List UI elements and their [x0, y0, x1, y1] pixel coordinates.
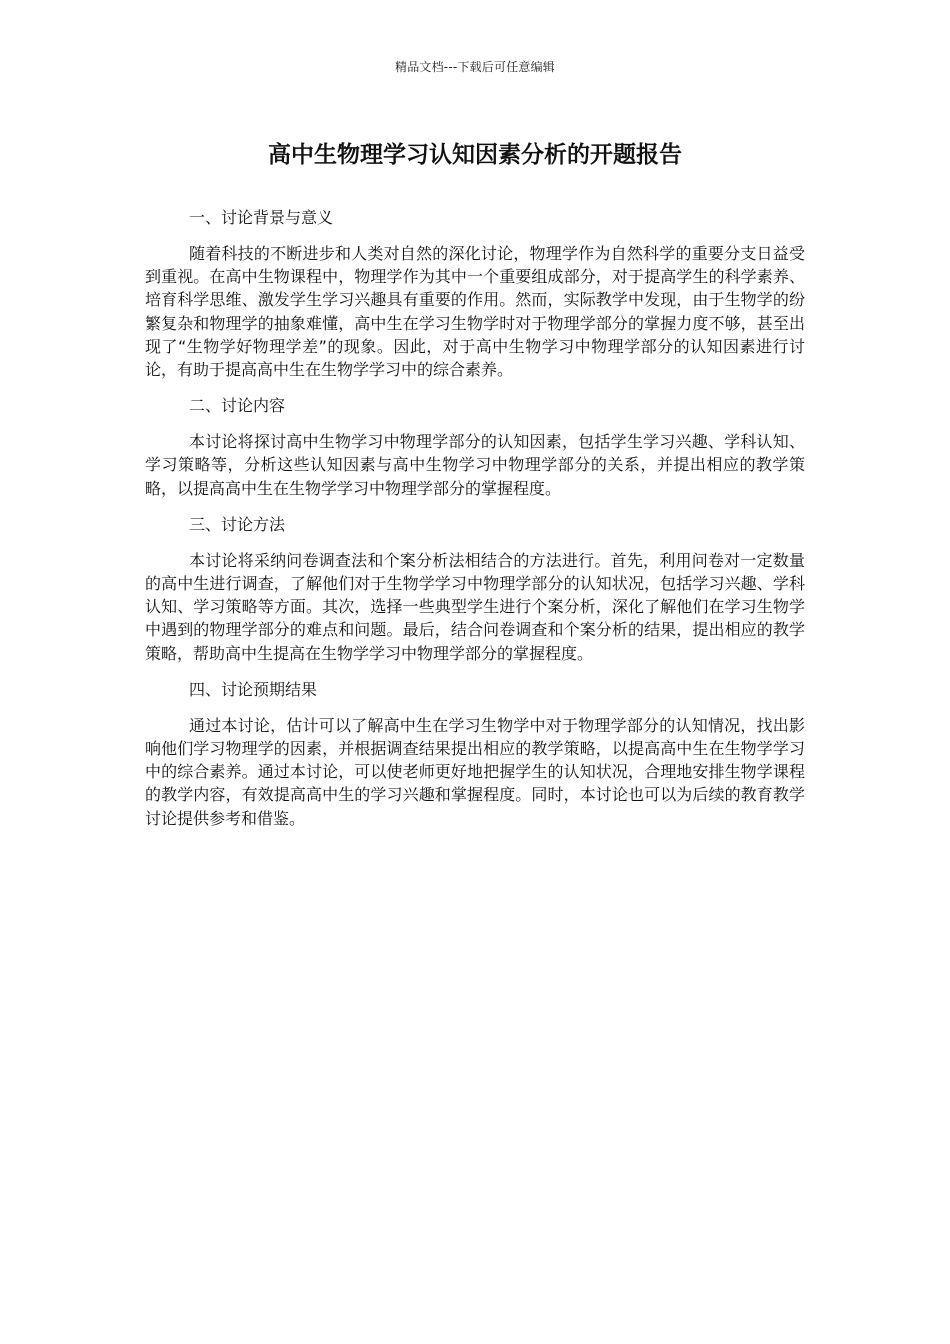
section-paragraph: 随着科技的不断进步和人类对自然的深化讨论，物理学作为自然科学的重要分支日益受到重视。在高中生物课程中，物理学作为其中一个重要组成部分，对于提高学生的科学素养、培育科学思维、激发学生学习兴趣具有重要的作用。然而，实际教学中发现，由于生物学的纷繁复杂和物理学的抽象难懂，高中生在学习生物学时对于物理学部分的掌握力度不够，甚至出现了“生物学好物理学差”的现象。因此，对于高中生物学习中物理学部分的认知因素进行讨论，有助于提高高中生在生物学学习中的综合素养。: [145, 244, 805, 380]
section-method: [145, 513, 805, 665]
section-heading: 二、讨论内容: [189, 396, 286, 416]
section-expected-results: [145, 678, 805, 830]
page-header: 精品文档---下载后可任意编辑: [395, 60, 555, 74]
section-paragraph: 本讨论将探讨高中生物学习中物理学部分的认知因素，包括学生学习兴趣、学科认知、学习策略等，分析这些认知因素与高中生物学习中物理学部分的关系，并提出相应的教学策略，以提高高中生在生物学学习中物理学部分的掌握程度。: [145, 432, 805, 498]
section-paragraph: 本讨论将采纳问卷调查法和个案分析法相结合的方法进行。首先，利用问卷对一定数量的高中生进行调查，了解他们对于生物学学习中物理学部分的认知状况，包括学习兴趣、学科认知、学习策略等方面。其次，选择一些典型学生进行个案分析，深化了解他们在学习生物学中遇到的物理学部分的难点和问题。最后，结合问卷调查和个案分析的结果，提出相应的教学策略，帮助高中生提高在生物学学习中物理学部分的掌握程度。: [145, 550, 805, 663]
section-heading: 一、讨论背景与意义: [189, 208, 334, 227]
section-paragraph: 通过本讨论，估计可以了解高中生在学习生物学中对于物理学部分的认知情况，找出影响他们学习物理学的因素，并根据调查结果提出相应的教学策略，以提高高中生在生物学学习中的综合素养。通过本讨论，可以使老师更好地把握学生的认知状况，合理地安排生物学课程的教学内容，有效提高高中生的学习兴趣和掌握程度。同时，本讨论也可以为后续的教育教学讨论提供参考和借鉴。: [145, 715, 805, 828]
section-background: [145, 206, 805, 381]
section-heading: 三、讨论方法: [189, 514, 286, 534]
section-content: [145, 394, 805, 500]
document-title: 高中生物理学习认知因素分析的开题报告: [268, 142, 682, 168]
document-body: [145, 206, 805, 843]
section-heading: 四、讨论预期结果: [189, 679, 318, 699]
